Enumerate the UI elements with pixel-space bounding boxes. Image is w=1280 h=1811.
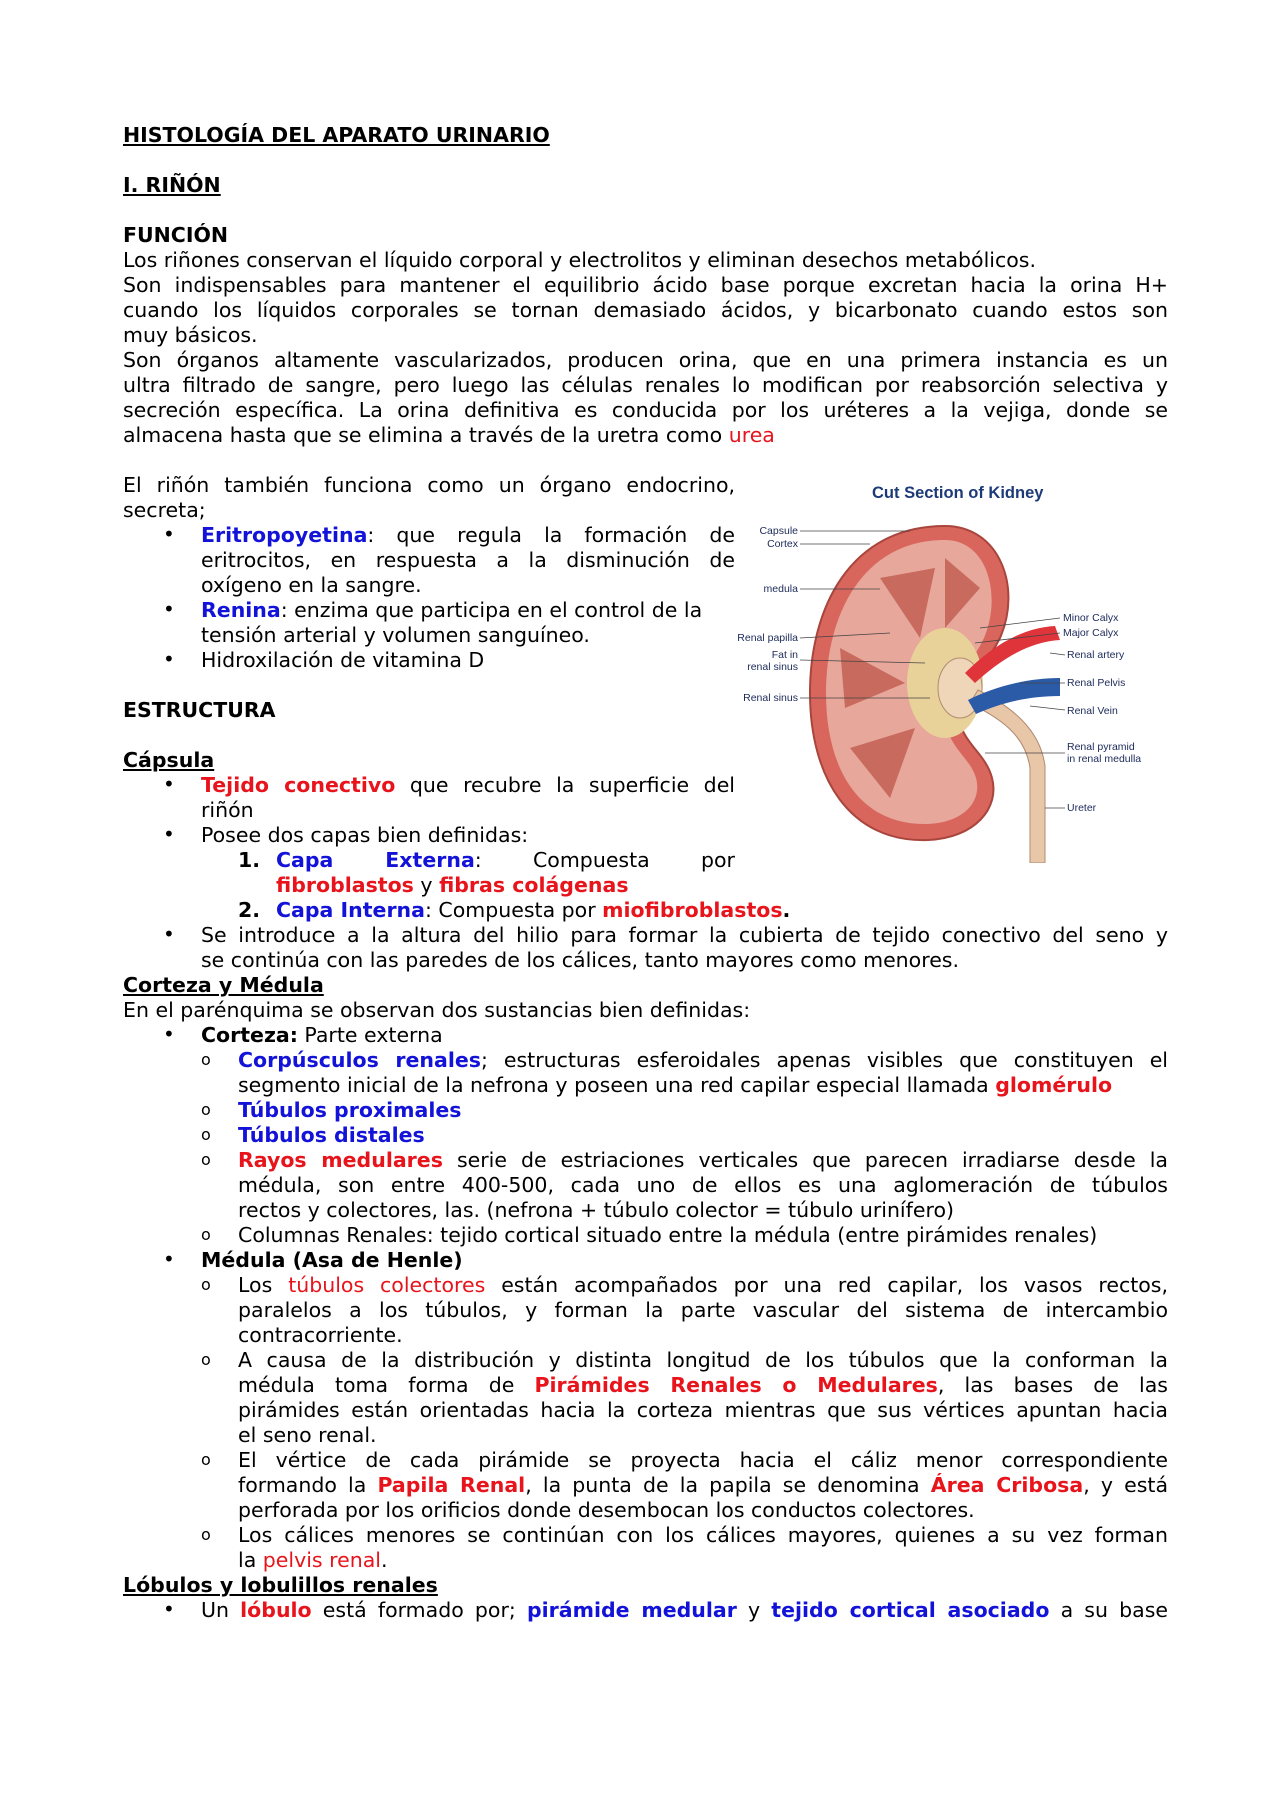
paragraph-line: cuando los líquidos corporales se tornan demasiado ácidos, y bicarbonato cuando estos son: [123, 298, 1168, 322]
circle-bullet-icon: o: [201, 1150, 211, 1169]
sub-item-line: el seno renal.: [238, 1423, 377, 1447]
label-renal-artery: Renal artery: [1067, 649, 1125, 661]
corteza-medula-heading: Corteza y Médula: [123, 973, 324, 997]
circle-bullet-icon: o: [201, 1350, 211, 1369]
bullet-icon: •: [163, 1022, 175, 1046]
figure-title: Cut Section of Kidney: [872, 484, 1044, 502]
label-renal-medulla: in renal medulla: [1067, 753, 1142, 765]
list-item: Tejido conectivo que recubre la superficie del: [201, 773, 736, 797]
bullet-icon: •: [163, 772, 175, 796]
label-renal-sinus-fat: renal sinus: [747, 661, 798, 673]
numbered-item: Capa Externa: Compuesta por: [276, 848, 735, 872]
label-capsule: Capsule: [759, 525, 798, 537]
list-item: Médula (Asa de Henle): [201, 1248, 463, 1272]
list-item-line: oxígeno en la sangre.: [201, 573, 422, 597]
section-title: I. RIÑÓN: [123, 173, 221, 197]
numbered-item: Capa Interna: Compuesta por miofibroblastos.: [276, 898, 791, 922]
list-item: Un lóbulo está formado por; pirámide medular y tejido cortical asociado a su base: [201, 1598, 1168, 1622]
sub-item: Los túbulos colectores están acompañados por una red capilar, los vasos rectos,: [238, 1273, 1168, 1297]
sub-item: Túbulos distales: [238, 1123, 425, 1147]
sub-item-line: formando la Papila Renal, la punta de la papila se denomina Área Cribosa, y está: [238, 1473, 1169, 1497]
sub-item: Corpúsculos renales; estructuras esferoidales apenas visibles que constituyen el: [238, 1048, 1169, 1072]
list-item-line: tensión arterial y volumen sanguíneo.: [201, 623, 590, 647]
paragraph-line: Los riñones conservan el líquido corporal y electrolitos y eliminan desechos metabólicos.: [123, 248, 1036, 272]
circle-bullet-icon: o: [201, 1450, 211, 1469]
list-item: Eritropoyetina: que regula la formación de: [201, 523, 735, 547]
paragraph-line: Son órganos altamente vascularizados, producen orina, que en una primera instancia es un: [123, 348, 1168, 372]
list-item-line: se continúa con las paredes de los cálices, tanto mayores como menores.: [201, 948, 959, 972]
paragraph-line: Son indispensables para mantener el equilibrio ácido base porque excretan hacia la orina H+: [123, 273, 1168, 297]
estructura-heading: ESTRUCTURA: [123, 698, 276, 722]
circle-bullet-icon: o: [201, 1275, 211, 1294]
list-item: Hidroxilación de vitamina D: [201, 648, 485, 672]
list-item-line: eritrocitos, en respuesta a la disminución de: [201, 548, 735, 572]
sub-item: Columnas Renales: tejido cortical situado entre la médula (entre pirámides renales): [238, 1223, 1098, 1247]
sub-item: El vértice de cada pirámide se proyecta hacia el cáliz menor correspondiente: [238, 1448, 1168, 1472]
sub-item-line: médula toma forma de Pirámides Renales o Medulares, las bases de las: [238, 1373, 1168, 1397]
lobulos-heading: Lóbulos y lobulillos renales: [123, 1573, 438, 1597]
sub-item: Los cálices menores se continúan con los cálices mayores, quienes a su vez forman: [238, 1523, 1168, 1547]
term-urea: urea: [728, 423, 775, 447]
label-renal-papilla: Renal papilla: [737, 632, 798, 644]
capsula-heading: Cápsula: [123, 748, 215, 772]
document-title: HISTOLOGÍA DEL APARATO URINARIO: [123, 123, 550, 147]
sub-item-line: pirámides están orientadas hacia la corteza mientras que sus vértices apuntan hacia: [238, 1398, 1168, 1422]
label-renal-vein: Renal Vein: [1067, 705, 1118, 717]
circle-bullet-icon: o: [201, 1525, 211, 1544]
sub-item-line: la pelvis renal.: [238, 1548, 388, 1572]
sub-item-line: médula, son entre 400-500, cada uno de ellos es una aglomeración de túbulos: [238, 1173, 1168, 1197]
bullet-icon: •: [163, 822, 175, 846]
paragraph-line: secreta;: [123, 498, 206, 522]
sub-item-line: paralelos a los túbulos, y forman la parte vascular del sistema de intercambio: [238, 1298, 1168, 1322]
label-renal-pyramid: Renal pyramid: [1067, 741, 1135, 753]
paragraph-line: En el parénquima se observan dos sustancias bien definidas:: [123, 998, 751, 1022]
bullet-icon: •: [163, 1247, 175, 1271]
circle-bullet-icon: o: [201, 1125, 211, 1144]
paragraph-line: secreción específica. La orina definitiva es conducida por los uréteres a la vejiga, donde se: [123, 398, 1168, 422]
label-minor-calyx: Minor Calyx: [1063, 612, 1119, 624]
label-renal-sinus: Renal sinus: [743, 692, 798, 704]
paragraph-line: almacena hasta que se elimina a través de la uretra como urea: [123, 423, 775, 447]
paragraph-line: ultra filtrado de sangre, pero luego las células renales lo modifican por reabsorción selectiva y: [123, 373, 1168, 397]
sub-item-line: perforada por los orificios donde desembocan los conductos colectores.: [238, 1498, 975, 1522]
list-number: 1.: [238, 848, 261, 872]
sub-item: Rayos medulares serie de estriaciones verticales que parecen irradiarse desde la: [238, 1148, 1168, 1172]
circle-bullet-icon: o: [201, 1225, 211, 1244]
sub-item: Túbulos proximales: [238, 1098, 462, 1122]
bullet-icon: •: [163, 522, 175, 546]
list-item: Renina: enzima que participa en el control de la: [201, 598, 703, 622]
label-major-calyx: Major Calyx: [1063, 627, 1119, 639]
bullet-icon: •: [163, 1597, 175, 1621]
label-medula: medula: [763, 583, 798, 595]
list-item-line: riñón: [201, 798, 254, 822]
label-fat-in: Fat in: [771, 649, 798, 661]
funcion-heading: FUNCIÓN: [123, 223, 229, 247]
list-item: Posee dos capas bien definidas:: [201, 823, 529, 847]
bullet-icon: •: [163, 597, 175, 621]
numbered-item-line: fibroblastos y fibras colágenas: [276, 873, 629, 897]
circle-bullet-icon: o: [201, 1100, 211, 1119]
bullet-icon: •: [163, 922, 175, 946]
list-item: Corteza: Parte externa: [201, 1023, 443, 1047]
list-number: 2.: [238, 898, 261, 922]
circle-bullet-icon: o: [201, 1050, 211, 1069]
sub-item-line: segmento inicial de la nefrona y poseen una red capilar especial llamada glomérulo: [238, 1073, 1113, 1097]
sub-item: A causa de la distribución y distinta longitud de los túbulos que la conforman la: [238, 1348, 1168, 1372]
sub-item-line: contracorriente.: [238, 1323, 403, 1347]
kidney-cut-section-figure: [730, 478, 1185, 863]
sub-item-line: rectos y colectores, las. (nefrona + túbulo colector = túbulo urinífero): [238, 1198, 954, 1222]
paragraph-line: El riñón también funciona como un órgano endocrino,: [123, 473, 735, 497]
label-cortex: Cortex: [767, 538, 798, 550]
paragraph-line: muy básicos.: [123, 323, 258, 347]
list-item: Se introduce a la altura del hilio para formar la cubierta de tejido conectivo del seno y: [201, 923, 1168, 947]
bullet-icon: •: [163, 647, 175, 671]
label-renal-pelvis: Renal Pelvis: [1067, 677, 1126, 689]
label-ureter: Ureter: [1067, 802, 1097, 814]
